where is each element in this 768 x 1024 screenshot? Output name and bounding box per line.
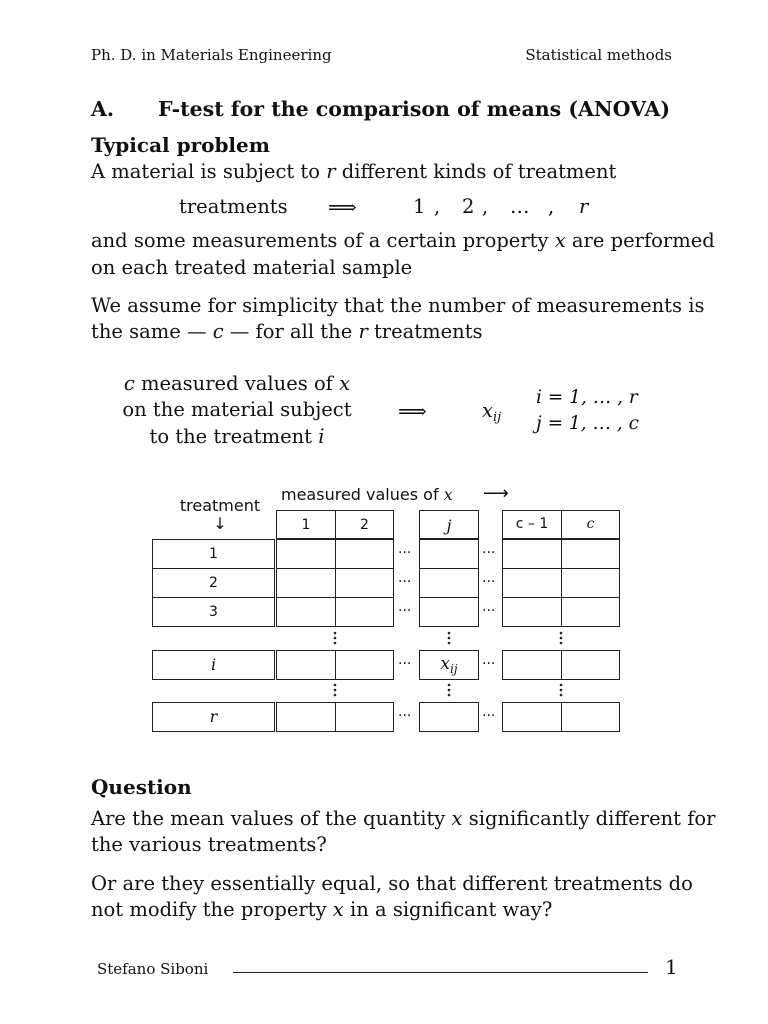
table-cell [502, 702, 562, 732]
vdot [560, 632, 563, 635]
x-ij-base: x [482, 399, 493, 422]
header-right: Statistical methods [525, 46, 672, 64]
treatment-1: 1 [413, 195, 426, 218]
header-left: Ph. D. in Materials Engineering [91, 46, 332, 64]
footer-author: Stefano Siboni [97, 960, 209, 978]
comma-3: , [548, 195, 555, 218]
hdots: ··· [398, 603, 412, 619]
p2-var-x: x [554, 229, 566, 252]
vdot [448, 684, 451, 687]
table-cell [276, 650, 336, 680]
col-header-c-text: c [586, 516, 595, 532]
row-label-2-text: 2 [209, 575, 218, 591]
intro-text-b: different kinds of treatment [335, 160, 617, 183]
vdot [560, 689, 563, 692]
question-2-line1: Or are they essentially equal, so that different treatments do [91, 872, 693, 895]
treatment-2: 2 [462, 195, 475, 218]
hdots: ··· [482, 574, 496, 590]
row-label-r [152, 702, 275, 732]
question-heading: Question [91, 775, 192, 799]
question-2-line2 [91, 897, 552, 923]
q1-text-a: Are the mean values of the quantity [91, 807, 452, 830]
q1-text-b: significantly different for [462, 807, 716, 830]
ellipsis: … [510, 195, 530, 218]
def-text-3: to the treatment [149, 425, 319, 448]
implies-arrow-2: ⟹ [398, 399, 427, 423]
hdots: ··· [482, 656, 496, 672]
col-header-2-text: 2 [360, 517, 369, 533]
q2-text-a: not modify the property [91, 898, 333, 921]
vdot [334, 694, 337, 697]
p2-text-a: and some measurements of a certain property [91, 229, 555, 252]
vdot [334, 684, 337, 687]
vdot [448, 637, 451, 640]
question-1-line1 [91, 806, 715, 832]
typical-problem-heading: Typical problem [91, 133, 270, 157]
intro-var-r: r [326, 160, 336, 183]
implies-arrow-1: ⟹ [328, 195, 357, 219]
hdots: ··· [398, 545, 412, 561]
table-cell [502, 650, 562, 680]
page-number: 1 [665, 955, 678, 979]
cell-x-ij-text [420, 654, 478, 676]
p2-text-b: are performed [565, 229, 715, 252]
vdot [560, 694, 563, 697]
hdots: ··· [482, 603, 496, 619]
table-cell [276, 702, 336, 732]
row-label-r-text: r [209, 707, 218, 726]
hdots: ··· [398, 656, 412, 672]
col-header-j-text: j [446, 516, 452, 535]
table-cell [561, 702, 620, 732]
comma-1: , [434, 195, 441, 218]
vdot [334, 689, 337, 692]
section-title: F-test for the comparison of means (ANOVA) [158, 97, 671, 121]
table-cell [561, 650, 620, 680]
def-text-1: measured values of [134, 372, 340, 395]
col-header-c-minus-1-text: c – 1 [515, 516, 549, 532]
measured-text: measured values of [281, 485, 444, 504]
vdot [448, 689, 451, 692]
vdot [448, 642, 451, 645]
vdot [334, 632, 337, 635]
down-arrow-icon: ↓ [213, 514, 227, 533]
q1-var-x: x [451, 807, 463, 830]
q2-text-b: in a significant way? [343, 898, 553, 921]
q2-var-x: x [332, 898, 344, 921]
hdots: ··· [398, 574, 412, 590]
range-j: j = 1, … , c [536, 413, 640, 434]
section-number: A. [91, 97, 115, 121]
vdot [334, 642, 337, 645]
p3-var-c: c [212, 320, 224, 343]
measured-var-x: x [443, 485, 453, 504]
measure-paragraph-line2: on each treated material sample [91, 256, 413, 279]
footer-rule [233, 972, 648, 973]
row-label-1-text: 1 [209, 546, 218, 562]
def-var-i: i [318, 425, 325, 448]
vdot [448, 632, 451, 635]
p3-text-c: treatments [367, 320, 483, 343]
row-label-3-text: 3 [209, 604, 218, 620]
hdots: ··· [398, 708, 412, 724]
p3-text-b: — for all the [223, 320, 359, 343]
comma-2: , [482, 195, 489, 218]
definition-line2: on the material subject [122, 398, 352, 421]
vdot [560, 684, 563, 687]
x-ij-subscript: ij [493, 410, 502, 425]
table-treatment-label: treatment [179, 496, 261, 515]
hdots: ··· [482, 708, 496, 724]
assumption-line1: We assume for simplicity that the number of measurements is [91, 294, 705, 317]
row-label-i [152, 650, 275, 680]
table-cell [419, 702, 479, 732]
right-arrow-icon: ⟶ [483, 483, 509, 504]
hdots: ··· [482, 545, 496, 561]
row-label-i-text: i [210, 655, 217, 674]
treatments-label: treatments [179, 195, 288, 218]
cell-x-subscript: ij [450, 662, 458, 676]
p3-var-r: r [358, 320, 368, 343]
vdot [448, 694, 451, 697]
def-var-c: c [123, 372, 135, 395]
vdot [560, 642, 563, 645]
vdot [334, 637, 337, 640]
p3-text-a: the same — [91, 320, 213, 343]
treatment-r: r [579, 195, 589, 218]
col-header-1-text: 1 [301, 517, 311, 533]
range-i: i = 1, … , r [536, 387, 638, 408]
question-1-line2: the various treatments? [91, 833, 327, 856]
cell-x-base: x [440, 654, 451, 674]
intro-text-a: A material is subject to [91, 160, 327, 183]
vdot [560, 637, 563, 640]
table-cell [335, 650, 394, 680]
table-cell-x-ij [419, 650, 479, 680]
table-cell [335, 702, 394, 732]
def-var-x: x [339, 372, 351, 395]
